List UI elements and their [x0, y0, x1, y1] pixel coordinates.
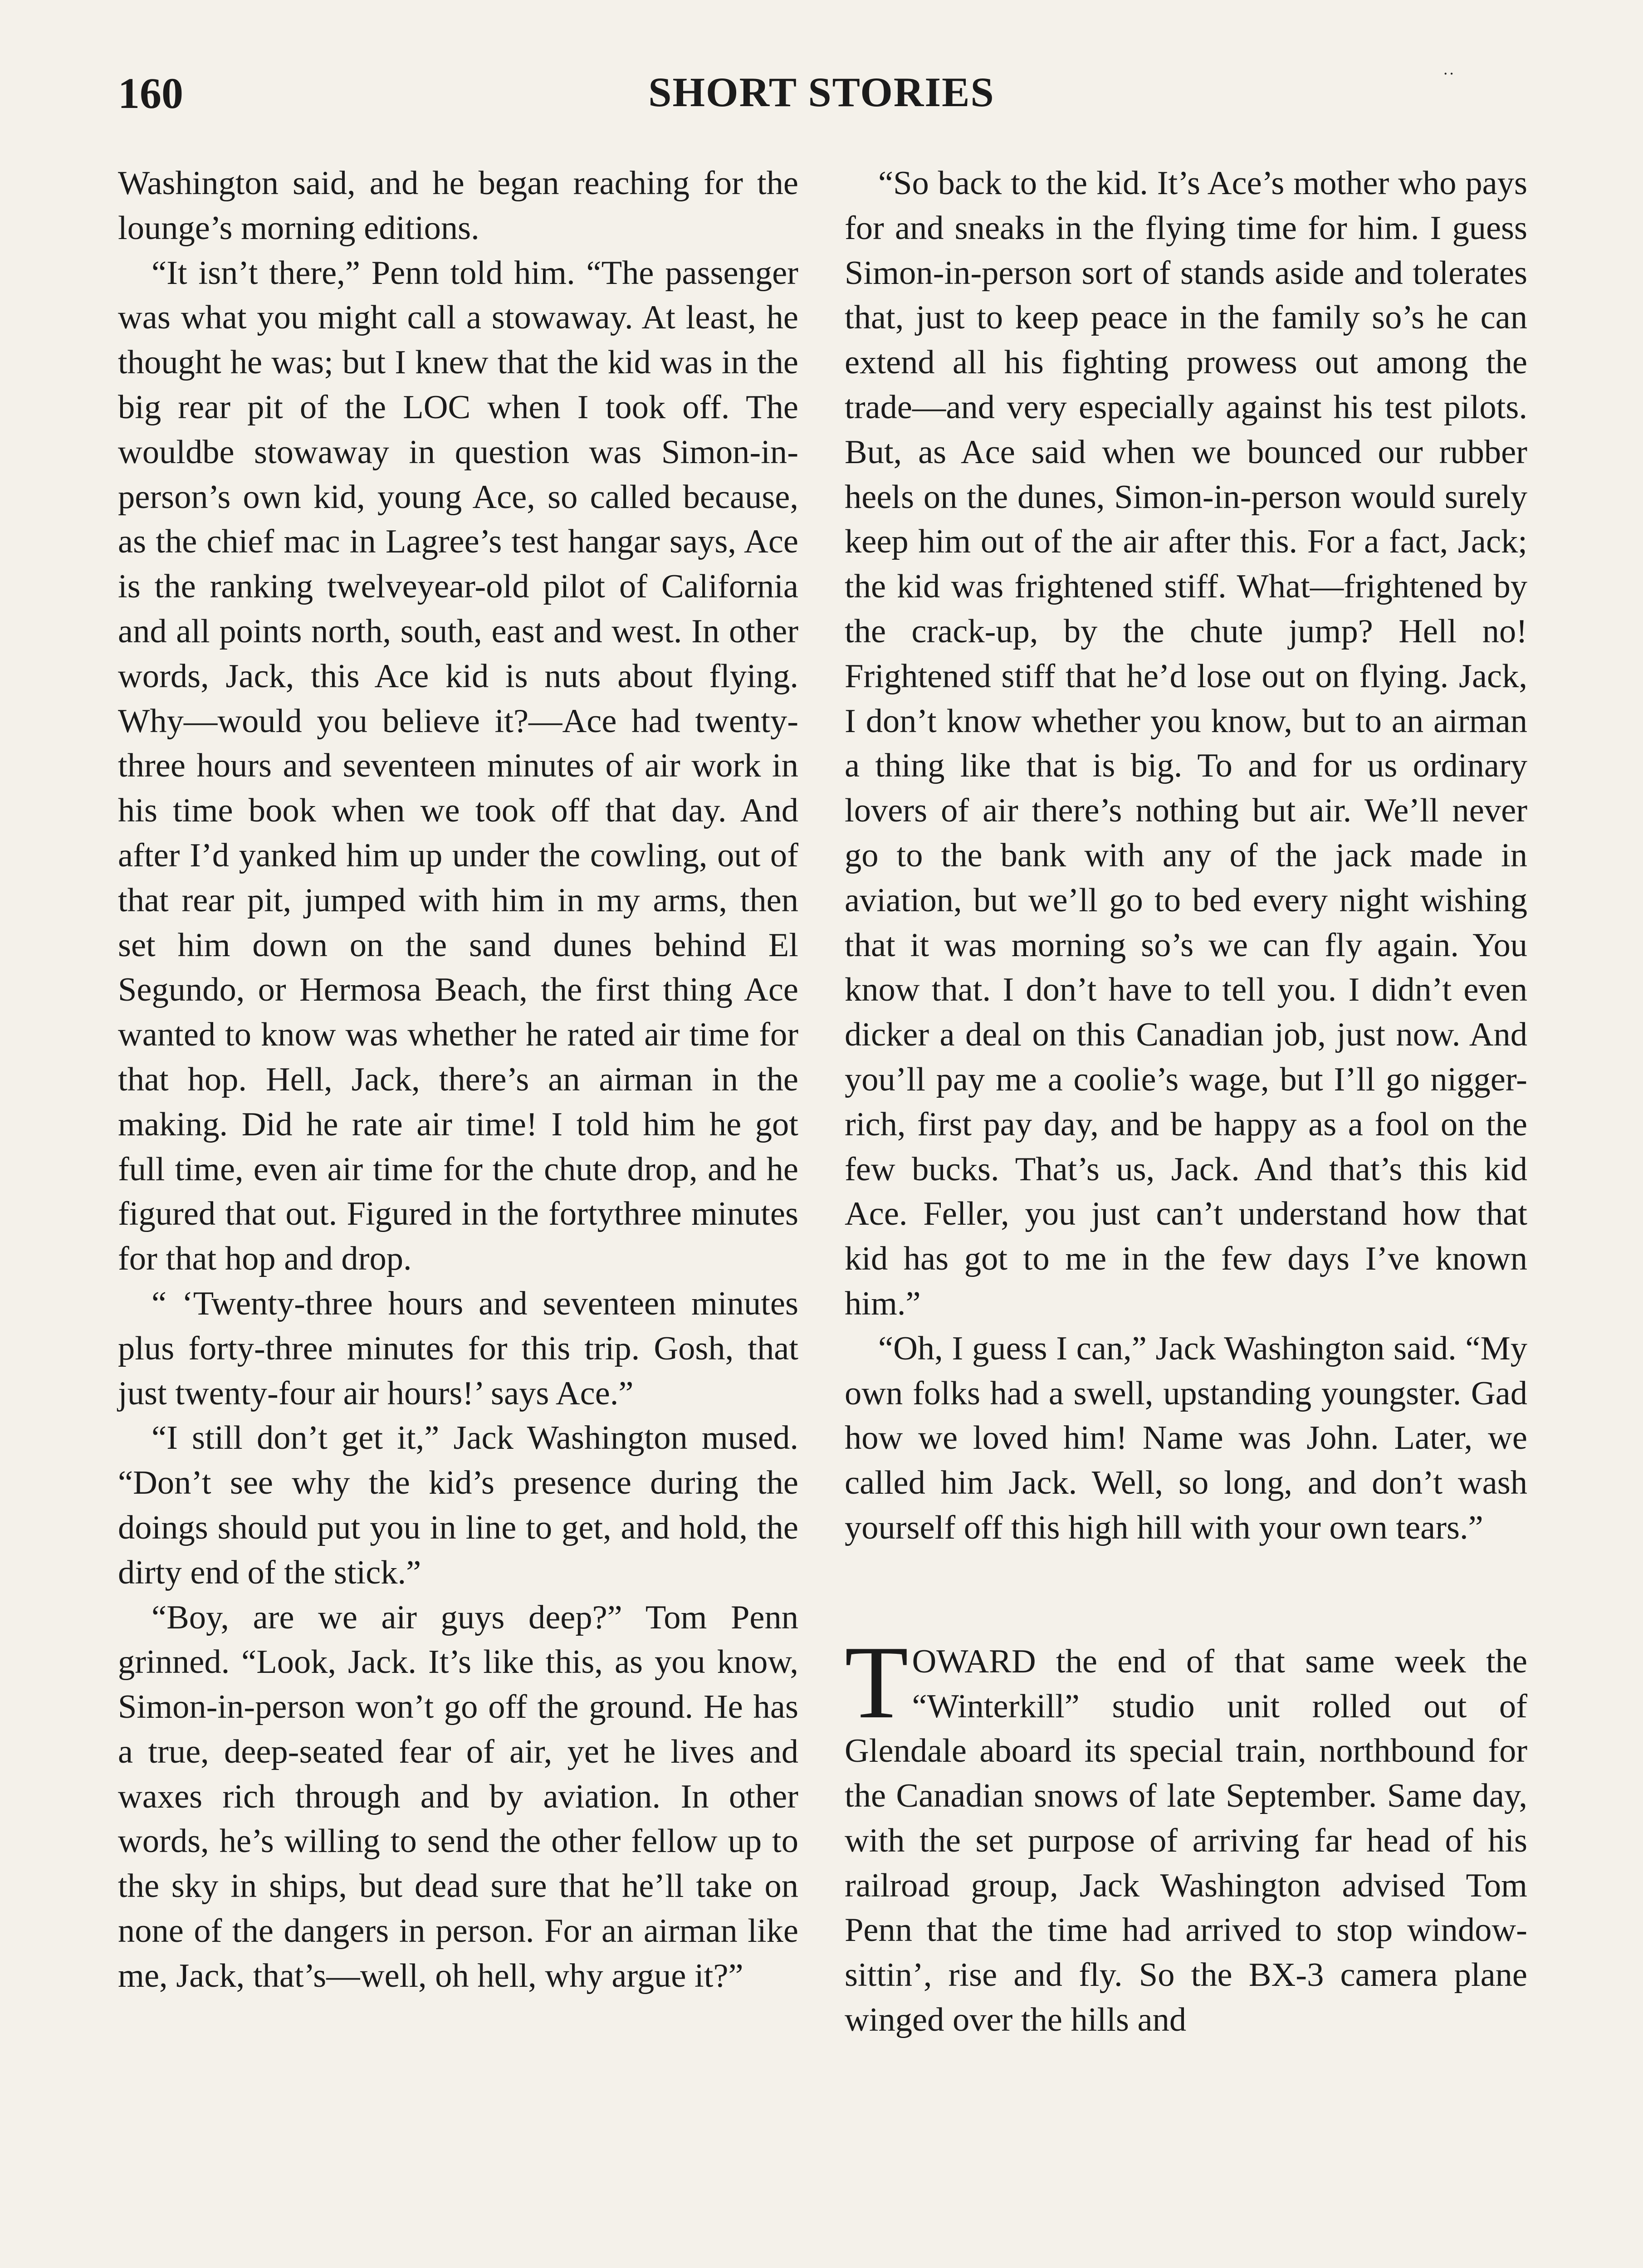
section-opening — [845, 1624, 1527, 2043]
paragraph: “Boy, are we air guys deep?” Tom Penn grinned. “Look, Jack. It’s like this, as you know, Simon-in-person won’t go off the ground. He has a true, deep-seated fear of air, yet he lives and waxes rich through and by aviation. In other words, he’s willing to send the other fellow up to the sky in ships, but dead sure that he’ll take on none of the dangers in person. For an airman like me, Jack, that’s—well, oh hell, why argue it?” — [118, 1598, 798, 1994]
left-column — [118, 161, 798, 2268]
running-head: SHORT STORIES — [648, 69, 995, 115]
page-number: 160 — [118, 69, 183, 117]
paragraph: “So back to the kid. It’s Ace’s mother who pays for and sneaks in the flying time for him. I guess Simon-in-person sort of stands aside and tolerates that, just to keep peace in the family so’s he can extend all his fighting prowess out among the trade—and very especially against his test pilots. But, as Ace said when we bounced our rubber heels on the dunes, Simon-in-person would surely keep him out of the air after this. For a fact, Jack; the kid was frightened stiff. What—frightened by the crack-up, by the chute jump? Hell no! Frightened stiff that he’d lose out on flying. Jack, I don’t know whether you know, but to an airman a thing like that is big. To and for us ordinary lovers of air there’s nothing but air. We’ll never go to the bank with any of the jack made in aviation, but we’ll go to bed every night wishing that it was morning so’s we can fly again. You know that. I don’t have to tell you. I didn’t even dicker a deal on this Canadian job, just now. And you’ll pay me a coolie’s wage, but I’ll go nigger-rich, first pay day, and be happy as a fool on the few bucks. That’s us, Jack. And that’s this kid Ace. Feller, you just can’t understand how that kid has got to me in the few days I’ve known him.” — [845, 165, 1527, 1322]
paragraph: Washington said, and he began reaching for the lounge’s morning editions. — [118, 165, 798, 247]
paragraph: “I still don’t get it,” Jack Washington mused. “Don’t see why the kid’s presence during the doings should put you in line to get, and hold, the dirty end of the stick.” — [118, 1419, 798, 1591]
right-column — [845, 161, 1527, 2268]
paragraph: “ ‘Twenty-three hours and seventeen minutes plus forty-three minutes for this trip. Gosh, that just twenty-four air hours!’ says Ace.” — [118, 1285, 798, 1412]
paragraph: “Oh, I guess I can,” Jack Washington said. “My own folks had a swell, upstanding youngster. Gad how we loved him! Name was John. Later, we called him Jack. Well, so long, and don’t wash yourself off this high hill with your own tears.” — [845, 1330, 1527, 1546]
drop-cap: T — [845, 1624, 909, 1740]
section-opening-text: OWARD the end of that same week the “Winterkill” studio unit rolled out of Glendale aboard its special train, northbound for the Canadian snows of late September. Same day, with the set purpose of arriving far head of his railroad group, Jack Washington advised Tom Penn that the time had arrived to stop window-sittin’, rise and fly. So the BX-3 camera plane winged over the hills and — [845, 1642, 1527, 2039]
paragraph: “It isn’t there,” Penn told him. “The passenger was what you might call a stowaway. At least, he thought he was; but I knew that the kid was in the big rear pit of the LOC when I took off. The wouldbe stowaway in question was Simon-inperson’s own kid, young Ace, so called because, as the chief mac in Lagree’s test hangar says, Ace is the ranking twelveyear-old pilot of California and all points north, south, east and west. In other words, Jack, this Ace kid is nuts about flying. Why—would you believe it?—Ace had twenty-three hours and seventeen minutes of air work in his time book when we took off that day. And after I’d yanked him up under the cowling, out of that rear pit, jumped with him in my arms, then set him down on the sand dunes behind El Segundo, or Hermosa Beach, the first thing Ace wanted to know was whether he rated air time for that hop. Hell, Jack, there’s an airman in the making. Did he rate air time! I told him he got full time, even air time for the chute drop, and he figured that out. Figured in the fortythree minutes for that hop and drop. — [118, 254, 798, 1278]
speck-mark: ˙˙ — [1443, 68, 1455, 89]
